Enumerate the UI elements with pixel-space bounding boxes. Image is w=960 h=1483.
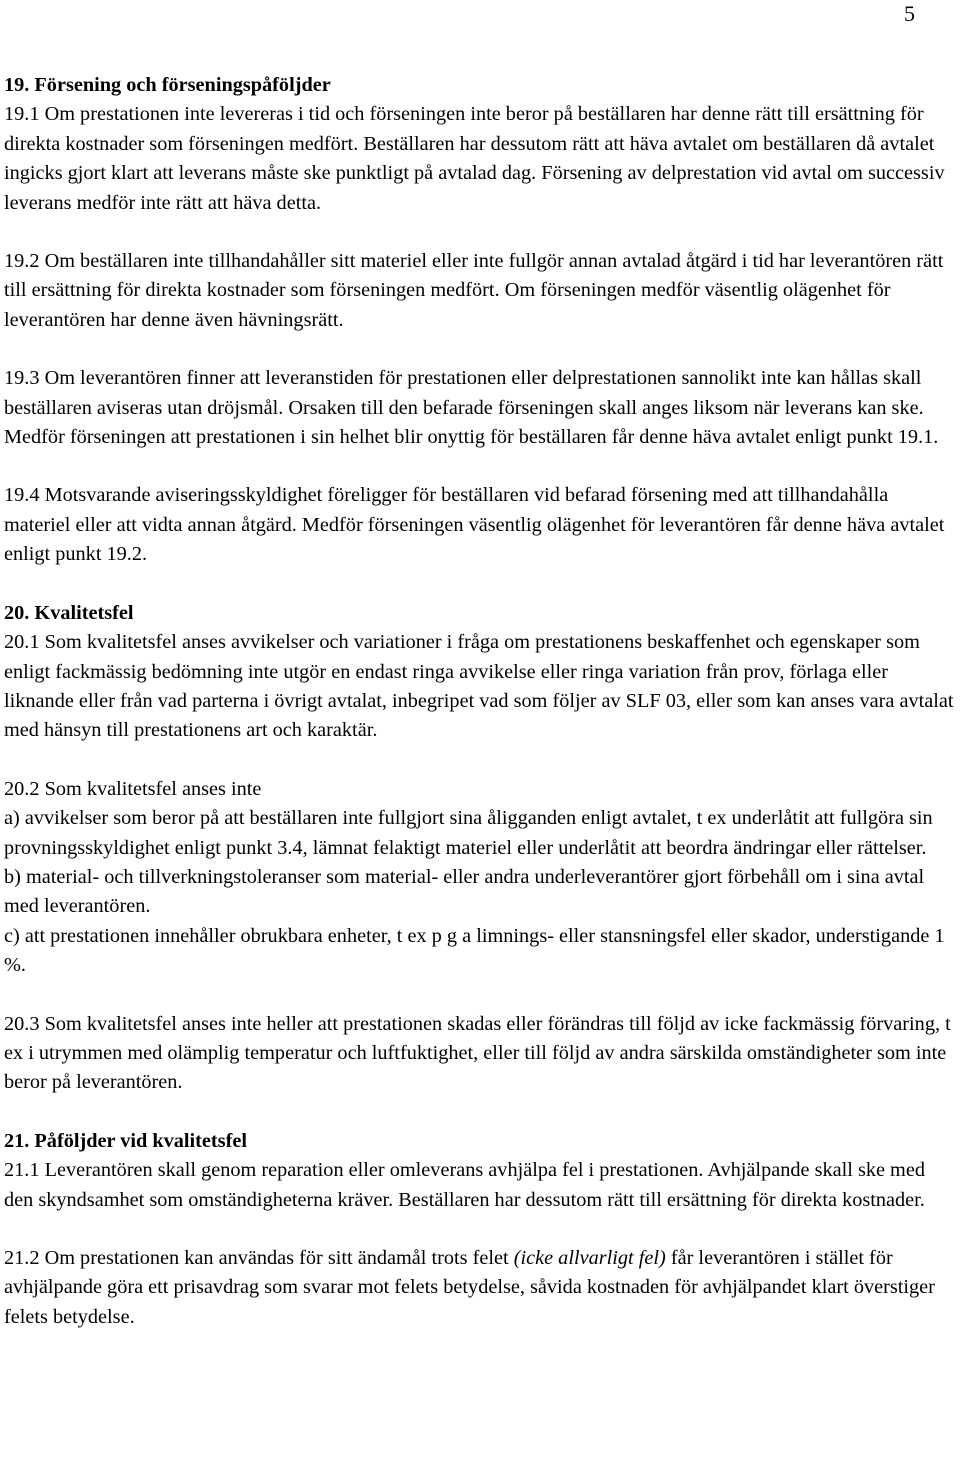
spacer [4, 1215, 956, 1244]
section-21 [4, 1127, 956, 1332]
list-item-20-2-a: a) avvikelser som beror på att beställaren inte fullgjort sina åligganden enligt avtalet, t ex underlåtit att fullgöra sin provningsskyldighet enligt punkt 3.4, lämnat felaktigt materiel eller underlåtit att beordra ändringar eller rättelser. [4, 807, 933, 859]
paragraph-21-2 [4, 1244, 956, 1332]
paragraph-21-1: 21.1 Leverantören skall genom reparation eller omleverans avhjälpa fel i prestationen. Avhjälpande skall ske med den skyndsamhet som omständigheterna kräver. Beställaren har dessutom rätt till ersättning för direkta kostnader. [4, 1159, 925, 1211]
paragraph-20-1: 20.1 Som kvalitetsfel anses avvikelser och variationer i fråga om prestationens beskaffenhet och egenskaper som enligt fackmässig bedömning inte utgör en endast ringa avvikelse eller ringa variation från prov, förlaga eller liknande eller från vad parterna i övrigt avtalat, inbegripet vad som följer av SLF 03, eller som kan anses vara avtalat med hänsyn till prestationens art och karaktär. [4, 631, 954, 742]
paragraph-21-2-italic: (icke allvarligt fel) [513, 1247, 666, 1269]
paragraph-20-3: 20.3 Som kvalitetsfel anses inte heller att prestationen skadas eller förändras till följd av icke fackmässig förvaring, t ex i utrymmen med olämplig temperatur och luftfuktighet, eller till följd av andra särskilda omständigheter som inte beror på leverantören. [4, 1012, 951, 1094]
list-item-20-2-b: b) material- och tillverkningstoleranser som material- eller andra underleverantörer gjort förbehåll om i sina avtal med leverantören. [4, 865, 925, 918]
document-body [4, 71, 956, 1332]
section-heading-20: 20. Kvalitetsfel [4, 601, 134, 624]
spacer [4, 1098, 956, 1127]
spacer [4, 981, 956, 1010]
section-heading-19: 19. Försening och förseningspåföljder [4, 74, 331, 96]
section-heading-21: 21. Påföljder vid kvalitetsfel [4, 1129, 247, 1152]
paragraph-21-2-end: får leverantören i stället för avhjälpande göra ett prisavdrag som svarar mot felets betydelse, såvida kostnaden för avhjälpandet klart överstiger felets betydelse. [4, 1247, 935, 1328]
paragraph-19-2: 19.2 Om beställaren inte tillhandahåller sitt materiel eller inte fullgör annan avtalad åtgärd i tid har leverantören rätt till ersättning för direkta kostnader som förseningen medfört. Om förseningen medför väsentlig olägenhet för leverantören har denne även hävningsrätt. [4, 250, 944, 331]
spacer [4, 335, 956, 364]
paragraph-20-2-intro: 20.2 Som kvalitetsfel anses inte [4, 777, 262, 800]
paragraph-21-2-start: 21.2 Om prestationen kan användas för sitt ändamål trots felet [4, 1247, 514, 1269]
spacer [4, 570, 956, 599]
spacer [4, 452, 956, 481]
spacer [4, 218, 956, 247]
paragraph-19-3: 19.3 Om leverantören finner att leveranstiden för prestationen eller delprestationen sannolikt inte kan hållas skall beställaren aviseras utan dröjsmål. Orsaken till den befarade förseningen skall anges liksom när leverans kan ske. Medför förseningen att prestationen i sin helhet blir onyttig för beställaren får denne häva avtalet enligt punkt 19.1. [4, 367, 939, 449]
section-20 [4, 599, 956, 1098]
section-19 [4, 71, 956, 570]
paragraph-19-4: 19.4 Motsvarande aviseringsskyldighet föreligger för beställaren vid befarad försening med att tillhandahålla materiel eller att vidta annan åtgärd. Medför förseningen väsentlig olägenhet för leverantören får denne häva avtalet enligt punkt 19.2. [4, 484, 945, 566]
spacer [4, 746, 956, 775]
paragraph-19-1: 19.1 Om prestationen inte levereras i tid och förseningen inte beror på beställaren har denne rätt till ersättning för direkta kostnader som förseningen medfört. Beställaren har dessutom rätt att häva avtalet om beställaren då avtalet ingicks gjort klart att leverans måste ske punktligt på avtalad dag. Försening av delprestation vid avtal om successiv leverans medför inte rätt att häva detta. [4, 103, 945, 214]
page-number: 5 [904, 1, 915, 26]
list-item-20-2-c: c) att prestationen innehåller obrukbara enheter, t ex p g a limnings- eller stansningsfel eller skador, understigande 1 %. [4, 924, 945, 977]
